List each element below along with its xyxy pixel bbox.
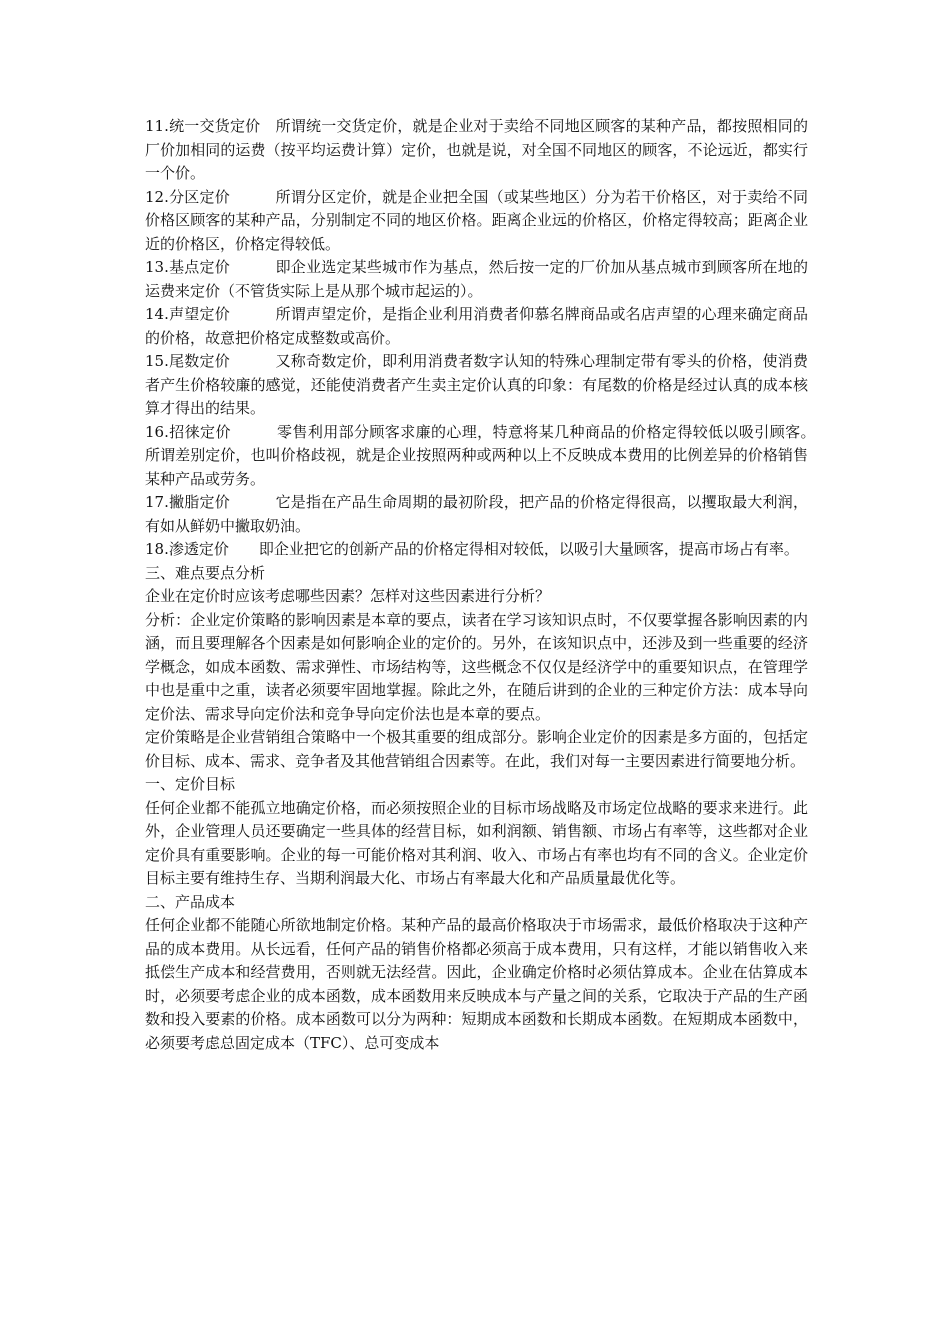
question-paragraph: 企业在定价时应该考虑哪些因素？怎样对这些因素进行分析？ [145,587,551,605]
section-heading-product-cost: 二、产品成本 [145,892,236,911]
paragraph-leader-pricing: 16.招徕定价 零售利用部分顾客求廉的心理，特意将某几种商品的价格定得较低以吸引顾客。 所谓差别定价，也叫价格歧视，就是企业按照两种或两种以上不反映成本费用的比例差异的价格销售某种产品或劳务。 [145,422,824,488]
pricing-strategy-paragraph: 定价策略是企业营销组合策略中一个极其重要的组成部分。影响企业定价的因素是多方面的，包括定价目标、成本、需求、竞争者及其他营销组合因素等。在此，我们对每一主要因素进行简要地分析。 [145,728,808,770]
pricing-objectives-paragraph: 任何企业都不能孤立地确定价格，而必须按照企业的目标市场战略及市场定位战略的要求来进行。此外，企业管理人员还要确定一些具体的经营目标，如利润额、销售额、市场占有率等，这些都对企业定价具有重要影响。企业的每一可能价格对其利润、收入、市场占有率也均有不同的含义。企业定价目标主要有维持生存、当期利润最大化、市场占有率最大化和产品质量最优化等。 [145,798,808,887]
paragraph-uniform-delivered-pricing: 11.统一交货定价 所谓统一交货定价，就是企业对于卖给不同地区顾客的某种产品，都按照相同的厂价加相同的运费（按平均运费计算）定价，也就是说，对全国不同地区的顾客，不论远近，都实行一个价。 [145,117,808,182]
section-heading-pricing-objectives: 一、定价目标 [145,775,236,793]
section-heading-key-points: 三、难点要点分析 [145,563,266,582]
product-cost-paragraph: 任何企业都不能随心所欲地制定价格。某种产品的最高价格取决于市场需求，最低价格取决于这种产品的成本费用。从长远看，任何产品的销售价格都必须高于成本费用，只有这样，才能以销售收入来抵偿生产成本和经营费用，否则就无法经营。因此，企业确定价格时必须估算成本。企业在估算成本时，必须要考虑企业的成本函数，成本函数用来反映成本与产量之间的关系，它取决于产品的生产函数和投入要素的价格。成本函数可以分为两种：短期成本函数和长期成本函数。在短期成本函数中，必须要考虑总固定成本（TFC）、总可变成本 [145,916,808,1052]
paragraph-odd-pricing: 15.尾数定价 又称奇数定价，即利用消费者数字认知的特殊心理制定带有零头的价格，使消费者产生价格较廉的感觉，还能使消费者产生卖主定价认真的印象：有尾数的价格是经过认真的成本核算才得出的结果。 [145,352,808,417]
paragraph-penetration-pricing: 18.渗透定价 即企业把它的创新产品的价格定得相对较低，以吸引大量顾客，提高市场占有率。 [145,540,799,558]
paragraph-basing-point-pricing: 13.基点定价 即企业选定某些城市作为基点，然后按一定的厂价加从基点城市到顾客所在地的运费来定价（不管货实际上是从那个城市起运的）。 [145,258,808,300]
analysis-paragraph: 分析：企业定价策略的影响因素是本章的要点，读者在学习该知识点时，不仅要掌握各影响因素的内涵，而且要理解各个因素是如何影响企业的定价的。另外，在该知识点中，还涉及到一些重要的经济学概念，如成本函数、需求弹性、市场结构等，这些概念不仅仅是经济学中的重要知识点，在管理学中也是重中之重，读者必须要牢固地掌握。除此之外，在随后讲到的企业的三种定价方法：成本导向定价法、需求导向定价法和竞争导向定价法也是本章的要点。 [145,610,808,723]
paragraph-zone-pricing: 12.分区定价 所谓分区定价，就是企业把全国（或某些地区）分为若干价格区，对于卖给不同价格区顾客的某种产品，分别制定不同的地区价格。距离企业远的价格区，价格定得较高；距离企业近的价格区，价格定得较低。 [145,187,808,253]
document-body [145,115,824,1055]
paragraph-skimming-pricing: 17.撇脂定价 它是指在产品生命周期的最初阶段，把产品的价格定得很高，以攫取最大利润，有如从鲜奶中撇取奶油。 [145,493,808,535]
paragraph-prestige-pricing: 14.声望定价 所谓声望定价，是指企业利用消费者仰慕名牌商品或名店声望的心理来确定商品的价格，故意把价格定成整数或高价。 [145,305,808,347]
